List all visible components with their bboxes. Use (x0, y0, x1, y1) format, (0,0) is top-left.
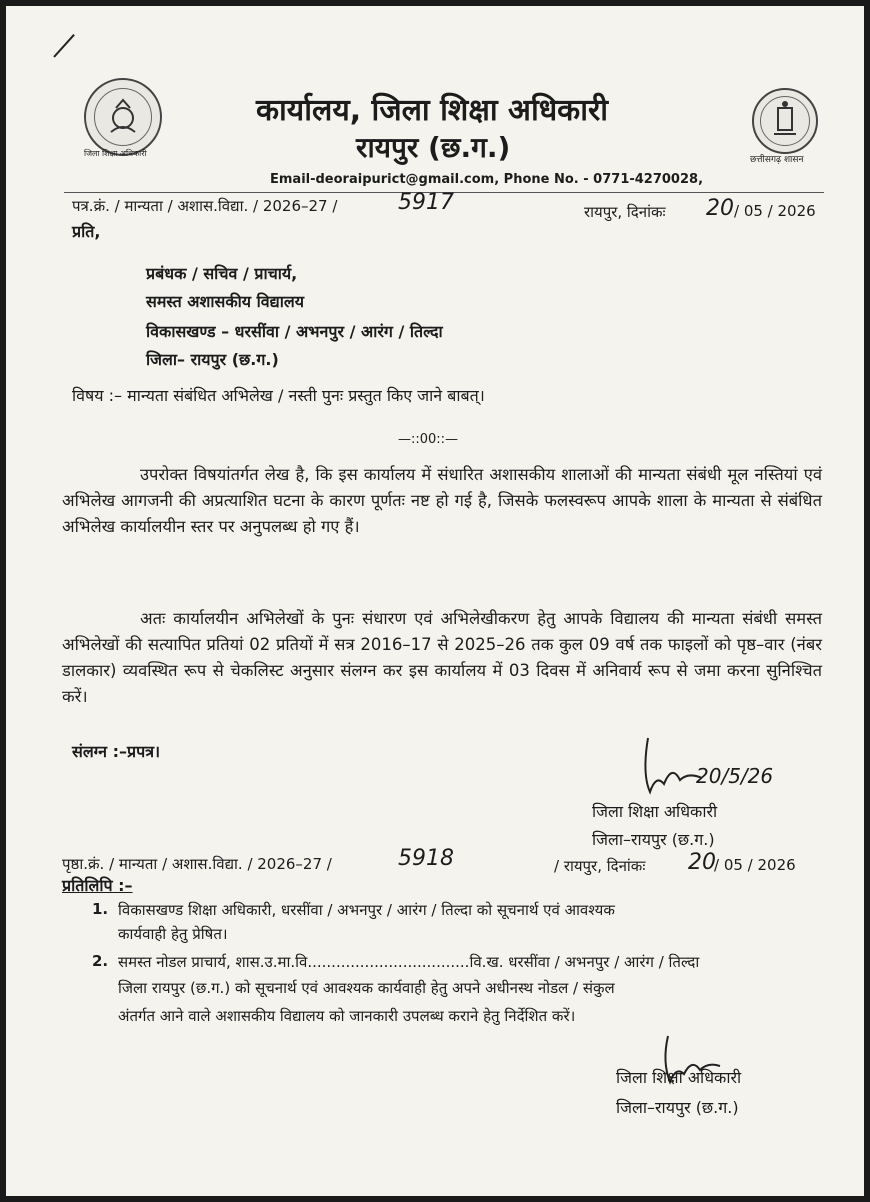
addressee-line: समस्त अशासकीय विद्यालय (146, 292, 305, 311)
body-paragraph-2: अतः कार्यालयीन अभिलेखों के पुनः संधारण एवं अभिलेखीकरण हेतु आपके विद्यालय की मान्यता संबंधी समस्त अभिलेखों की सत्यापित प्रतियां 02 प्रतियों में सत्र 2016–17 से 2025–26 तक कुल 09 वर्ष तक फाइलों को पृष्ठ–वार (नंबर डालकार) व्यवस्थित रूप से चेकलिस्ट अनुसार संलग्न कर इस कार्यालय में 03 दिवस में अनिवार्य रूप से जमा करना सुनिश्चित करें। (62, 609, 822, 706)
date-suffix: / 05 / 2026 (734, 202, 816, 220)
copy-item-number: 1. (92, 900, 109, 918)
endorsement-date-handwritten: 20 (688, 850, 716, 875)
addressee-line: विकासखण्ड – धरसींवा / अभनपुर / आरंग / तिल्दा (146, 322, 443, 341)
copy-item-number: 2. (92, 952, 109, 970)
state-emblem-icon (752, 88, 818, 154)
ref-number: पत्र.क्रं. / मान्यता / अशास.विद्या. / 2026–27 / (72, 197, 338, 215)
copy-item-line: अंतर्गत आने वाले अशासकीय विद्यालय को जानकारी उपलब्ध कराने हेतु निर्देशित करें। (118, 1007, 576, 1025)
endorsement-date-suffix: / 05 / 2026 (714, 856, 796, 874)
letter-page (6, 6, 864, 1196)
copy-item-line: विकासखण्ड शिक्षा अधिकारी, धरसींवा / अभनपुर / आरंग / तिल्दा को सूचनार्थ एवं आवश्यक (118, 901, 615, 919)
addressee-line: जिला– रायपुर (छ.ग.) (146, 350, 279, 369)
deo-seal-icon (84, 78, 162, 156)
left-seal-caption: जिला शिक्षा अधिकारी (84, 149, 147, 158)
date-prefix: रायपुर, दिनांकः (584, 203, 666, 221)
office-title: कार्यालय, जिला शिक्षा अधिकारी (256, 93, 609, 128)
copy-item-line: जिला रायपुर (छ.ग.) को सूचनार्थ एवं आवश्यक कार्यवाही हेतु अपने अधीनस्थ नोडल / संकुल (118, 979, 615, 997)
endorsement-ref-handwritten: 5918 (398, 846, 454, 871)
date-handwritten: 20 (706, 196, 734, 221)
contact-line: Email-deoraipurict@gmail.com, Phone No. - 0771-4270028, (270, 172, 704, 187)
endorsement-ref-number: पृष्ठा.क्रं. / मान्यता / अशास.विद्या. / 2026–27 / (62, 855, 332, 873)
copy-item-line: समस्त नोडल प्राचार्य, शास.उ.मा.वि..................................वि.ख. धरसींवा / अभनपुर / आरंग / तिल्दा (118, 953, 700, 971)
endorsement-signatory-place: जिला–रायपुर (छ.ग.) (616, 1098, 739, 1117)
copy-label: प्रतिलिपि :– (62, 876, 133, 895)
endorsement-signatory-title: जिला शिक्षा अधिकारी (616, 1068, 742, 1087)
copy-item-line: कार्यवाही हेतु प्रेषित। (118, 925, 228, 943)
right-seal-caption: छत्तीसगढ़ शासन (750, 155, 804, 165)
ref-handwritten: 5917 (398, 190, 454, 215)
separator: —::00::— (398, 432, 459, 447)
pen-mark (53, 34, 75, 58)
enclosure-label: संलग्न :–प्रपत्र। (72, 742, 161, 761)
signatory-title: जिला शिक्षा अधिकारी (592, 802, 718, 821)
body-paragraph-1: उपरोक्त विषयांतर्गत लेख है, कि इस कार्यालय में संधारित अशासकीय शालाओं की मान्यता संबंधी मूल नस्तियां एवं अभिलेख आगजनी की अप्रत्याशित घटना के कारण पूर्णतः नष्ट हो गई है, जिसके फलस्वरूप आपके शाला के मान्यता से संबंधित अभिलेख कार्यालयीन स्तर पर अनुपलब्ध हो गए हैं। (62, 465, 822, 536)
signatory-place: जिला–रायपुर (छ.ग.) (592, 830, 715, 849)
office-place: रायपुर (छ.ग.) (356, 131, 511, 164)
subject-line: विषय :– मान्यता संबंधित अभिलेख / नस्ती पुनः प्रस्तुत किए जाने बाबत्। (72, 386, 485, 405)
to-label: प्रति, (72, 222, 101, 241)
signature-date-handwritten: 20/5/26 (696, 764, 774, 788)
endorsement-date-prefix: / रायपुर, दिनांकः (554, 857, 646, 875)
addressee-line: प्रबंधक / सचिव / प्राचार्य, (146, 264, 298, 283)
